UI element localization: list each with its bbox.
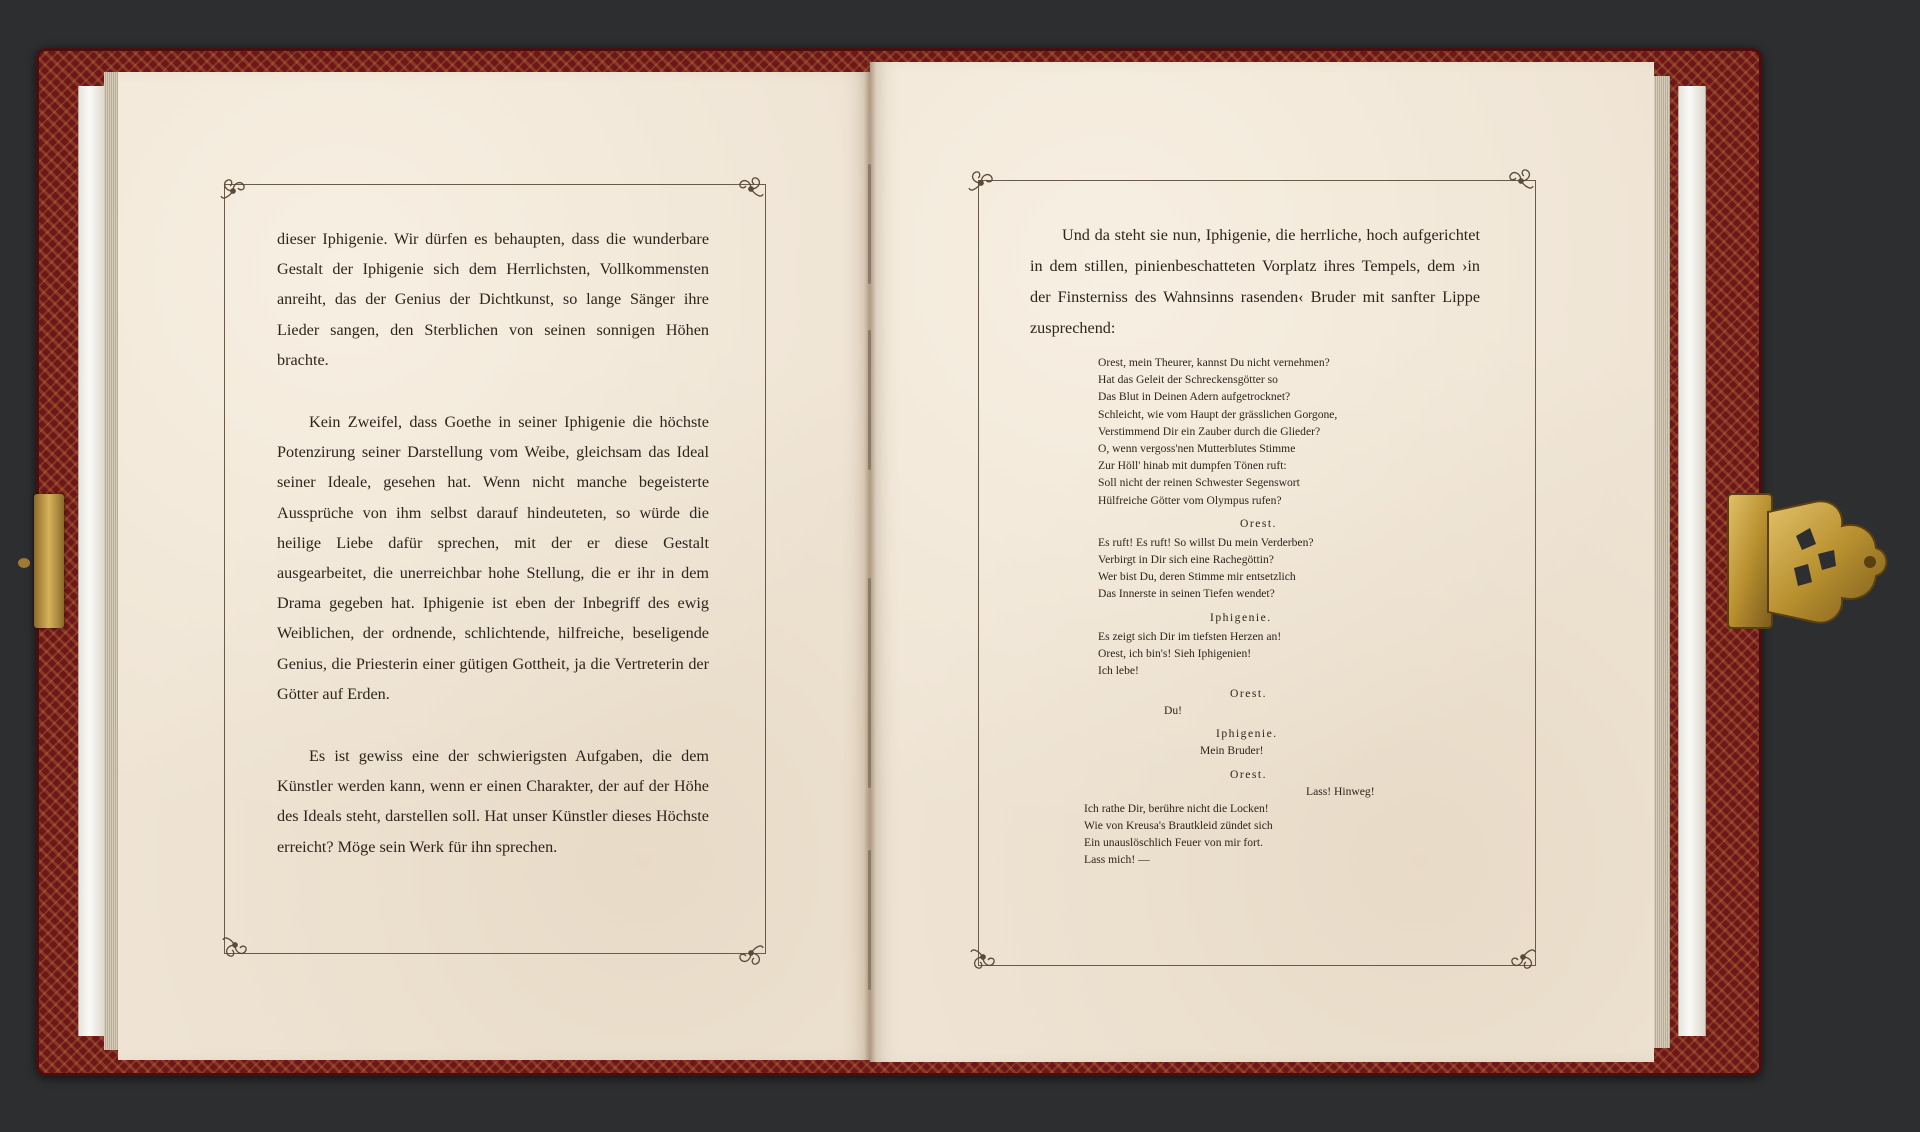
- paragraph: dieser Iphigenie. Wir dürfen es behaupten, dass die wunderbare Gestalt der Iphigenie sich dem Herrlichsten, Vollkommensten anreiht, das der Genius der Dichtkunst, so lange Sänger ihre Lieder sangen, den Sterblichen von seinen sonnigen Höhen brachte.: [277, 230, 709, 369]
- corner-ornament-icon: [218, 176, 248, 206]
- verse-line: Lass! Hinweg!: [1306, 784, 1375, 798]
- verse-line: Mein Bruder!: [1200, 744, 1264, 758]
- corner-ornament-icon: [966, 168, 996, 198]
- verse-line: Lass mich! —: [1084, 853, 1150, 867]
- corner-ornament-icon: [1508, 942, 1538, 972]
- intro-paragraph: Und da steht sie nun, Iphigenie, die herrliche, hoch aufgerichtet in dem stillen, pinienbeschatteten Vorplatz ihres Tempels, dem ›in der Finsterniss des Wahnsinns rasenden‹ Bruder mit sanfter Lippe zusprechend:: [1030, 226, 1480, 337]
- verse-line: Soll nicht der reinen Schwester Segenswort: [1098, 476, 1300, 490]
- verse-line: Es ruft! Es ruft! So willst Du mein Verderben?: [1098, 535, 1314, 549]
- binding-stitch: [868, 578, 871, 788]
- speaker-name: Orest.: [1230, 687, 1268, 701]
- verse-line: Hat das Geleit der Schreckensgötter so: [1098, 373, 1278, 387]
- speaker-name: Orest.: [1240, 516, 1278, 530]
- speaker-name: Orest.: [1230, 767, 1268, 781]
- verse-block: [1084, 800, 1480, 869]
- verse-line: Hülfreiche Götter vom Olympus rufen?: [1098, 493, 1282, 507]
- speaker-name: Iphigenie.: [1216, 727, 1278, 741]
- verse-line: Wie von Kreusa's Brautkleid zündet sich: [1084, 819, 1273, 833]
- paragraph: Kein Zweifel, dass Goethe in seiner Iphigenie die höchste Potenzirung seiner Darstellung vom Weibe, gleichsam das Ideal seiner Ideale, gesehen hat. Wenn nicht manche begeisterte Aussprüche von ihm selbst darauf hindeuteten, so würde die heilige Liebe dafür sprechen, mit der er diese Gestalt ausgearbeitet, die unerreichbar hohe Stellung, die er ihr in dem Drama gegeben hat. Iphigenie ist eben der Inbegriff des ewig Weiblichen, der ordnende, schlichtende, hilfreiche, beseligende Genius, die Priesterin einer gütigen Gottheit, ja die Vertreterin der Götter auf Erden.: [277, 413, 709, 703]
- speaker-name: Iphigenie.: [1210, 610, 1272, 624]
- corner-ornament-icon: [736, 938, 766, 968]
- binding-stitch: [868, 330, 871, 470]
- binding-stitch: [868, 164, 871, 284]
- verse-line: Wer bist Du, deren Stimme mir entsetzlich: [1098, 570, 1296, 584]
- right-page-text: [1030, 220, 1480, 869]
- verse-line: Zur Höll' hinab mit dumpfen Tönen ruft:: [1098, 459, 1287, 473]
- verse-line: Das Innerste in seinen Tiefen wendet?: [1098, 587, 1275, 601]
- verse-line: Ich lebe!: [1098, 664, 1139, 678]
- corner-ornament-icon: [736, 174, 766, 204]
- verse-line: Orest, ich bin's! Sieh Iphigenien!: [1098, 646, 1252, 660]
- verse-line: Du!: [1164, 704, 1183, 718]
- left-clasp-plate: [34, 494, 64, 628]
- corner-ornament-icon: [220, 930, 250, 960]
- verse-line: Es zeigt sich Dir im tiefsten Herzen an!: [1098, 629, 1282, 643]
- verse-block: [1098, 354, 1480, 800]
- binding-stitch: [868, 850, 871, 990]
- verse-line: Das Blut in Deinen Adern aufgetrocknet?: [1098, 390, 1291, 404]
- verse-line: Ich rathe Dir, berühre nicht die Locken!: [1084, 801, 1269, 815]
- verse-line: Verbirgt in Dir sich eine Rachegöttin?: [1098, 553, 1274, 567]
- left-page-text: [277, 224, 709, 894]
- left-ribbon: [78, 86, 106, 1036]
- paragraph: Es ist gewiss eine der schwierigsten Aufgaben, die dem Künstler werden kann, wenn er einen Charakter, der auf der Höhe des Ideals steht, darstellen soll. Hat unser Künstler dieses Höchste erreicht? Möge sein Werk für ihn sprechen.: [277, 747, 709, 856]
- verse-line: Ein unauslöschlich Feuer von mir fort.: [1084, 836, 1264, 850]
- verse-line: Orest, mein Theurer, kannst Du nicht vernehmen?: [1098, 356, 1330, 369]
- right-page-edges: [1652, 76, 1670, 1048]
- brass-clasp-icon: [1724, 492, 1892, 632]
- right-ribbon: [1678, 86, 1706, 1036]
- corner-ornament-icon: [1506, 166, 1536, 196]
- left-page-edges: [104, 72, 118, 1050]
- verse-line: O, wenn vergoss'nen Mutterblutes Stimme: [1098, 442, 1296, 456]
- verse-line: Schleicht, wie vom Haupt der grässlichen Gorgone,: [1098, 407, 1338, 421]
- corner-ornament-icon: [968, 942, 998, 972]
- left-clasp-pin: [18, 558, 30, 568]
- verse-line: Verstimmend Dir ein Zauber durch die Glieder?: [1098, 424, 1321, 438]
